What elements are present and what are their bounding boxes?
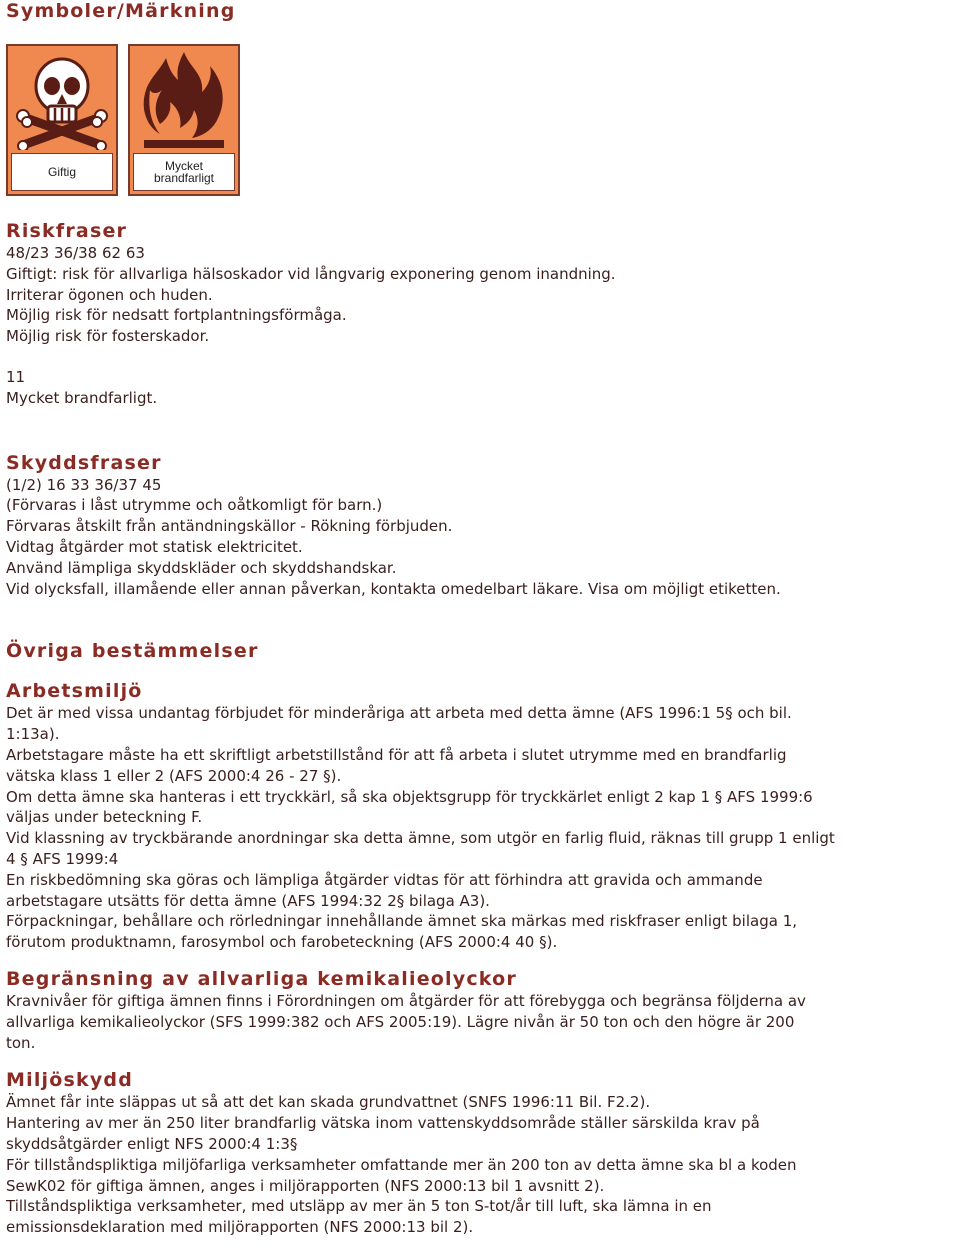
riskfraser-codes: 48/23 36/38 62 63 bbox=[6, 244, 145, 262]
safety-line: Förvaras åtskilt från antändningskällor - Rökning förbjuden. bbox=[6, 517, 453, 536]
miljoskydd-line: För tillståndspliktiga miljöfarliga verksamheter omfattande mer än 200 ton av detta ämne ska bl a koden bbox=[6, 1155, 797, 1174]
skyddsfraser-section bbox=[6, 475, 956, 600]
miljoskydd-line: Hantering av mer än 250 liter brandfarlig vätska inom vattenskyddsområde ställer särskilda krav på bbox=[6, 1114, 760, 1133]
begransning-heading: Begränsning av allvarliga kemikalieolyckor bbox=[6, 967, 517, 990]
risk-line: Giftigt: risk för allvarliga hälsoskador vid långvarig exponering genom inandning. bbox=[6, 264, 616, 283]
arbetsmiljo-line: 1:13a). bbox=[6, 725, 60, 744]
hazard-symbol-toxic bbox=[6, 44, 118, 196]
arbetsmiljo-line: förutom produktnamn, farosymbol och farobeteckning (AFS 2000:4 40 §). bbox=[6, 933, 558, 952]
hazard-label-flammable: Mycket brandfarligt bbox=[133, 153, 235, 191]
riskfraser-heading: Riskfraser bbox=[6, 220, 128, 242]
risk-line: Möjlig risk för fosterskador. bbox=[6, 327, 210, 346]
miljoskydd-line: emissionsdeklaration med miljörapporten (NFS 2000:13 bil 2). bbox=[6, 1218, 474, 1237]
arbetsmiljo-line: Förpackningar, behållare och rörledningar innehållande ämnet ska märkas med riskfraser enligt bilaga 1, bbox=[6, 912, 798, 931]
skyddsfraser-codes: (1/2) 16 33 36/37 45 bbox=[6, 475, 162, 494]
ovriga-heading: Övriga bestämmelser bbox=[6, 640, 259, 663]
arbetsmiljo-line: Arbetstagare måste ha ett skriftligt arbetstillstånd för att få arbeta i slutet utrymme med en brandfarlig bbox=[6, 745, 787, 764]
hazard-label-toxic: Giftig bbox=[11, 153, 113, 191]
miljoskydd-line: SewK02 för giftiga ämnen, anges i miljörapporten (NFS 2000:13 bil 1 avsnitt 2). bbox=[6, 1176, 605, 1195]
miljoskydd-line: Tillståndspliktiga verksamheter, med utsläpp av mer än 5 ton S-tot/år till luft, ska lämna in en bbox=[6, 1197, 712, 1216]
arbetsmiljo-line: Det är med vissa undantag förbjudet för minderåriga att arbeta med detta ämne (AFS 1996:1 5§ och bil. bbox=[6, 704, 792, 723]
begransning-line: allvarliga kemikalieolyckor (SFS 1999:382 och AFS 2005:19). Lägre nivån är 50 ton och den högre är 200 bbox=[6, 1012, 795, 1031]
risk-line: Möjlig risk för nedsatt fortplantningsförmåga. bbox=[6, 306, 347, 325]
risk-line: Mycket brandfarligt. bbox=[6, 388, 158, 407]
safety-line: (Förvaras i låst utrymme och oåtkomligt för barn.) bbox=[6, 496, 383, 515]
miljoskydd-heading: Miljöskydd bbox=[6, 1069, 134, 1092]
arbetsmiljo-section bbox=[6, 703, 956, 953]
safety-line: Vidtag åtgärder mot statisk elektricitet. bbox=[6, 537, 303, 556]
arbetsmiljo-line: 4 § AFS 1999:4 bbox=[6, 849, 119, 868]
risk-line: Irriterar ögonen och huden. bbox=[6, 285, 213, 304]
symbols-heading: Symboler/Märkning bbox=[6, 0, 236, 22]
arbetsmiljo-line: väljas under beteckning F. bbox=[6, 808, 203, 827]
arbetsmiljo-line: En riskbedömning ska göras och lämpliga åtgärder vidtas för att förhindra att gravida och ammande bbox=[6, 870, 763, 889]
skull-crossbones-icon bbox=[12, 50, 112, 150]
safety-line: Använd lämpliga skyddskläder och skyddshandskar. bbox=[6, 558, 397, 577]
arbetsmiljo-line: Vid klassning av tryckbärande anordningar ska detta ämne, som utgör en farlig fluid, räknas till grupp 1 enligt bbox=[6, 829, 835, 848]
document-page bbox=[6, 0, 956, 1238]
arbetsmiljo-line: arbetstagare utsätts för detta ämne (AFS 1994:32 2§ bilaga A3). bbox=[6, 891, 490, 910]
arbetsmiljo-heading: Arbetsmiljö bbox=[6, 680, 143, 703]
miljoskydd-line: skyddsåtgärder enligt NFS 2000:4 1:3§ bbox=[6, 1134, 298, 1153]
begransning-section bbox=[6, 991, 956, 1053]
riskfraser-codes-2: 11 bbox=[6, 367, 26, 386]
skyddsfraser-heading: Skyddsfraser bbox=[6, 451, 162, 474]
hazard-symbol-flammable bbox=[128, 44, 240, 196]
begransning-line: ton. bbox=[6, 1033, 36, 1052]
miljoskydd-section bbox=[6, 1092, 956, 1238]
hazard-symbols bbox=[6, 44, 956, 196]
begransning-line: Kravnivåer för giftiga ämnen finns i Förordningen om åtgärder för att förebygga och begränsa följderna av bbox=[6, 991, 806, 1010]
safety-line: Vid olycksfall, illamående eller annan påverkan, kontakta omedelbart läkare. Visa om möjligt etiketten. bbox=[6, 579, 781, 598]
arbetsmiljo-line: vätska klass 1 eller 2 (AFS 2000:4 26 - 27 §). bbox=[6, 766, 342, 785]
arbetsmiljo-line: Om detta ämne ska hanteras i ett tryckkärl, så ska objektsgrupp för tryckkärlet enligt 2 kap 1 § AFS 1999:6 bbox=[6, 787, 813, 806]
miljoskydd-line: Ämnet får inte släppas ut så att det kan skada grundvattnet (SNFS 1996:11 Bil. F2.2). bbox=[6, 1093, 651, 1112]
riskfraser-section bbox=[6, 243, 956, 409]
flame-icon bbox=[134, 50, 234, 154]
